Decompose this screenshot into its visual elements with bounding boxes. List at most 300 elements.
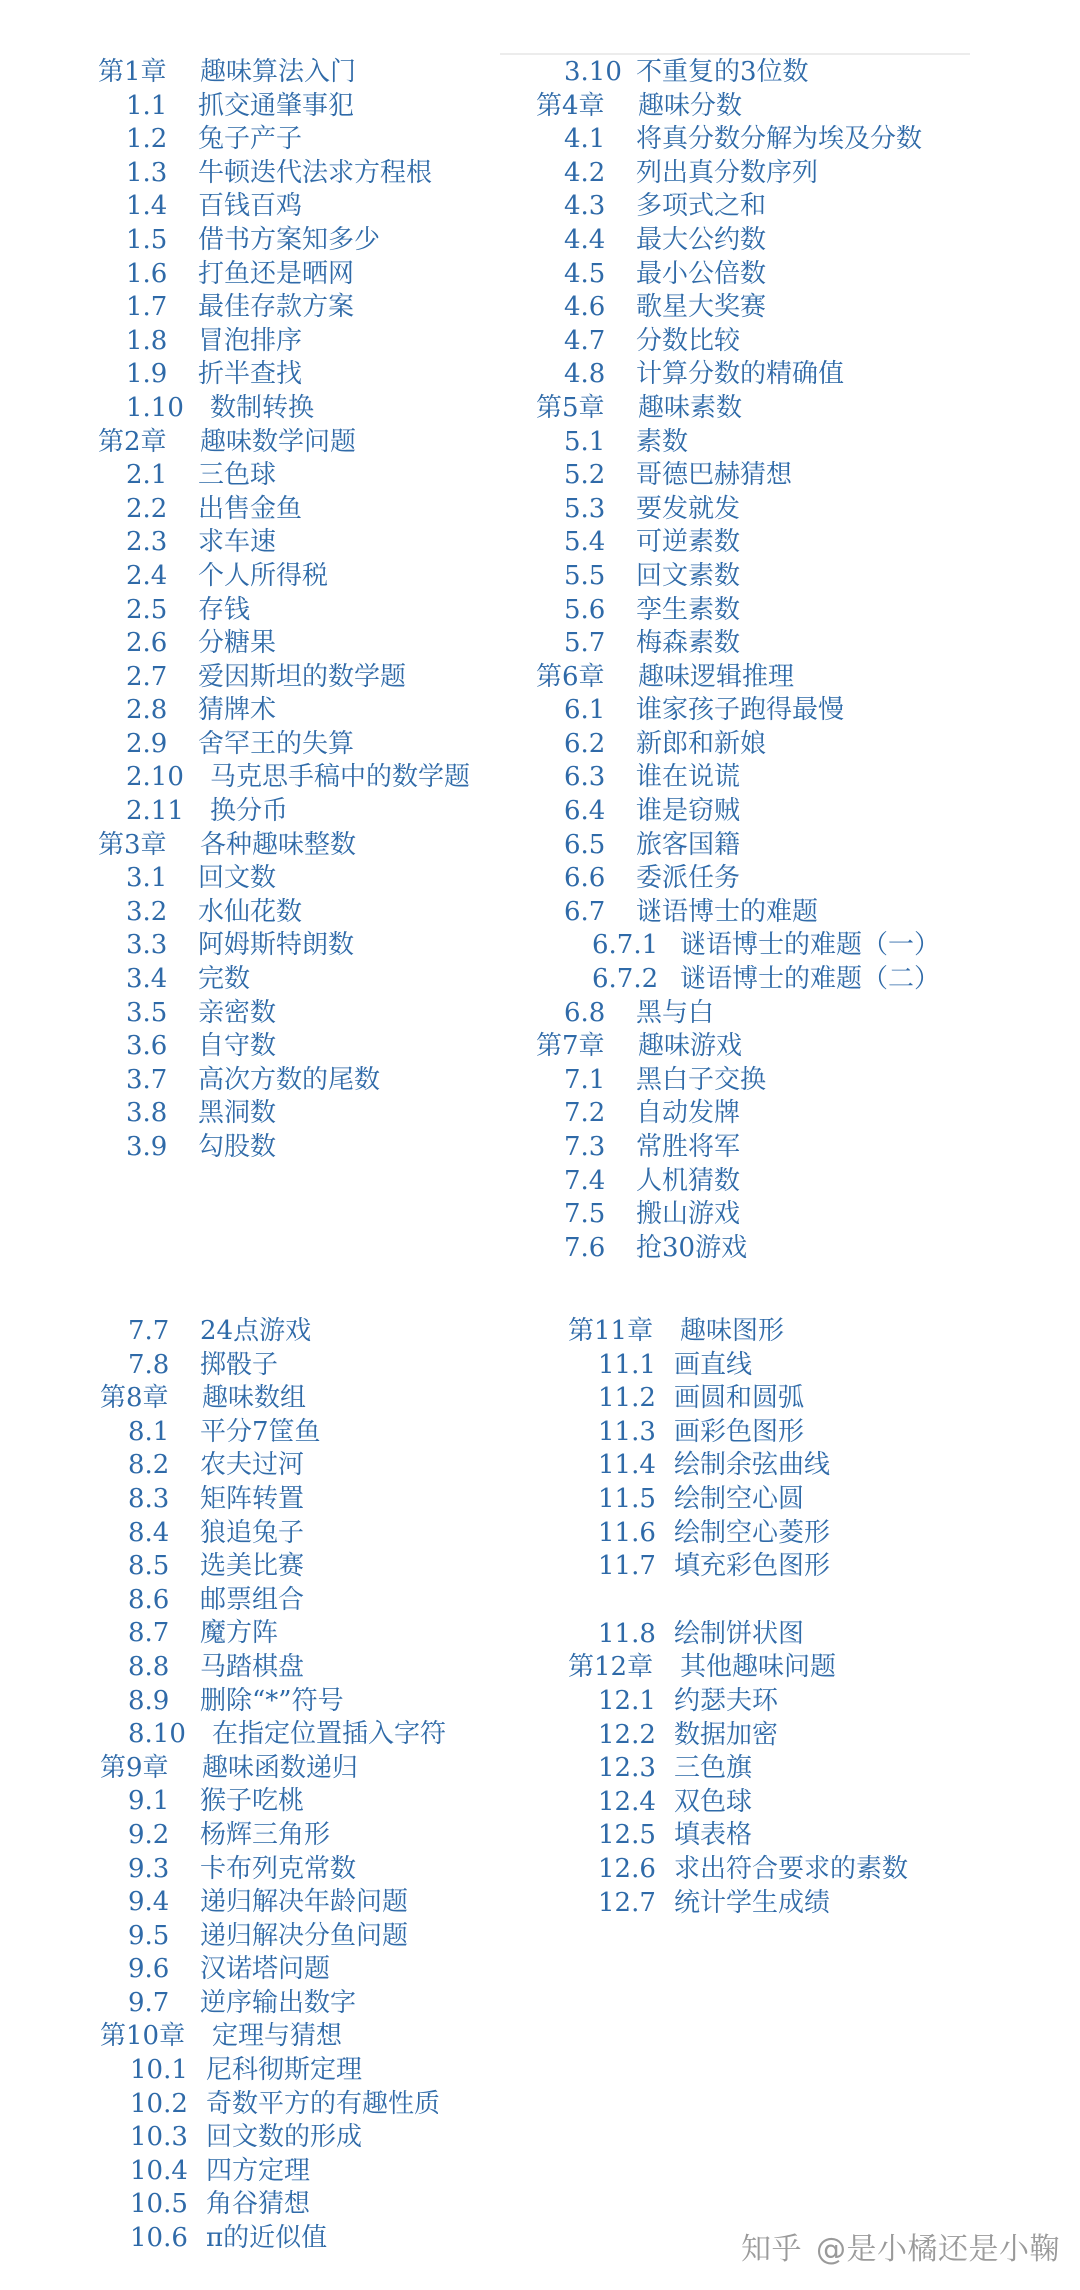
section-number: 12.1 [598, 1685, 656, 1716]
section-number: 8.6 [128, 1584, 170, 1615]
section-title: 舍罕王的失算 [198, 728, 355, 759]
toc-section-item [568, 1853, 1008, 1887]
section-number: 3.6 [126, 1031, 168, 1062]
toc-section-item [98, 929, 496, 963]
toc-chapter-heading [98, 56, 496, 90]
chapter-title: 趣味数组 [202, 1383, 307, 1414]
section-number: 2.9 [126, 728, 168, 759]
toc-section-item [568, 1382, 1008, 1416]
section-title: 角谷猜想 [206, 2189, 311, 2220]
section-number: 6.7 [564, 896, 606, 927]
toc-section-item [536, 459, 980, 493]
section-title: 不重复的3位数 [636, 57, 809, 87]
chapter-number: 第12章 [568, 1652, 654, 1683]
toc-section-item [568, 1719, 1008, 1753]
section-number: 8.1 [128, 1416, 170, 1447]
toc-section-item [536, 1064, 980, 1098]
section-number: 2.11 [126, 796, 184, 827]
section-number: 2.4 [126, 560, 168, 591]
section-title: 新郎和新娘 [636, 728, 767, 759]
section-number: 6.1 [564, 695, 606, 726]
section-number: 12.6 [598, 1853, 656, 1884]
section-title: 折半查找 [198, 359, 303, 390]
toc-section-item [536, 1097, 980, 1131]
toc-section-item [568, 1786, 1008, 1820]
toc-section-item [100, 2121, 520, 2155]
chapter-number: 第9章 [100, 1752, 169, 1783]
toc-section-item [536, 325, 980, 359]
section-title: 画彩色图形 [674, 1416, 805, 1447]
section-number: 9.7 [128, 1987, 170, 2018]
section-number: 6.4 [564, 796, 606, 827]
section-number: 7.4 [564, 1165, 606, 1196]
watermark-site: 知乎 [741, 2232, 802, 2267]
zhihu-watermark [741, 2224, 1060, 2268]
section-title: 选美比赛 [200, 1551, 305, 1582]
section-number: 8.4 [128, 1517, 170, 1548]
section-number: 1.9 [126, 359, 168, 390]
section-number: 11.5 [598, 1483, 656, 1514]
toc-section-item [568, 1416, 1008, 1450]
section-title: 自动发牌 [636, 1098, 741, 1129]
section-title: 黑与白 [636, 997, 715, 1028]
section-title: 三色球 [198, 460, 277, 491]
toc-section-item [536, 594, 980, 628]
toc-section-item [100, 1315, 520, 1349]
toc-section-item [100, 1449, 520, 1483]
section-title: 歌星大奖赛 [636, 292, 767, 323]
toc-section-item [98, 761, 496, 795]
toc-section-item [100, 1785, 520, 1819]
section-number: 9.5 [128, 1920, 170, 1951]
section-title: 绘制饼状图 [674, 1618, 805, 1649]
section-title: 回文数的形成 [206, 2122, 363, 2153]
section-number: 4.4 [564, 224, 606, 255]
toc-section-item [100, 1651, 520, 1685]
section-title: 24点游戏 [200, 1316, 312, 1346]
section-number: 4.6 [564, 292, 606, 323]
toc-section-item [98, 526, 496, 560]
section-title: 马踏棋盘 [200, 1651, 305, 1682]
chapter-title: 趣味逻辑推理 [638, 661, 795, 692]
toc-chapter-heading [100, 1382, 520, 1416]
section-number: 1.6 [126, 258, 168, 289]
section-title: 借书方案知多少 [198, 224, 381, 255]
toc-section-item [568, 1483, 1008, 1517]
section-title: 百钱百鸡 [198, 191, 303, 222]
section-number: 2.8 [126, 695, 168, 726]
toc-section-item [536, 358, 980, 392]
toc-chapter-heading [568, 1651, 1008, 1685]
section-title: 勾股数 [198, 1132, 277, 1162]
section-number: 1.3 [126, 157, 168, 188]
section-title: 回文数 [198, 863, 277, 894]
section-title: 统计学生成绩 [674, 1887, 831, 1918]
chapter-title: 趣味游戏 [638, 1031, 743, 1062]
toc-section-item [536, 1131, 980, 1165]
section-title: 抢30游戏 [636, 1232, 748, 1263]
section-title: 农夫过河 [200, 1450, 305, 1481]
section-title: 哥德巴赫猜想 [636, 460, 793, 491]
section-title: 猴子吃桃 [200, 1786, 305, 1817]
section-number: 9.4 [128, 1887, 170, 1918]
toc-chapter-heading [98, 829, 496, 863]
section-number: 9.2 [128, 1819, 170, 1850]
section-title: 卡布列克常数 [200, 1853, 357, 1884]
section-number: 1.5 [126, 224, 168, 255]
chapter-number: 第6章 [536, 661, 605, 692]
section-title: 谜语博士的难题 [636, 896, 819, 927]
section-number: 4.2 [564, 157, 606, 188]
toc-section-item [100, 2188, 520, 2222]
section-title: 约瑟夫环 [674, 1685, 779, 1716]
toc-section-item [98, 594, 496, 628]
toc-section-item [100, 2155, 520, 2189]
chapter-title: 趣味图形 [680, 1316, 785, 1346]
chapter-title: 定理与猜想 [212, 2021, 343, 2052]
toc-section-item [568, 1685, 1008, 1719]
section-title: π的近似值 [206, 2223, 328, 2254]
section-title: 常胜将军 [636, 1132, 741, 1162]
section-number: 8.10 [128, 1719, 186, 1750]
chapter-number: 第8章 [100, 1383, 169, 1414]
section-title: 黑白子交换 [636, 1064, 767, 1095]
section-number: 3.8 [126, 1098, 168, 1129]
section-title: 填充彩色图形 [674, 1551, 831, 1582]
section-number: 5.3 [564, 493, 606, 524]
section-title: 谁是窃贼 [636, 796, 741, 827]
toc-section-item [536, 627, 980, 661]
section-number: 2.10 [126, 762, 184, 793]
section-number: 2.7 [126, 661, 168, 692]
section-number: 10.5 [130, 2189, 188, 2220]
toc-section-item [536, 694, 980, 728]
section-number: 3.1 [126, 863, 168, 894]
toc-section-item [98, 627, 496, 661]
toc-column-3 [100, 1315, 520, 2256]
section-title: 矩阵转置 [200, 1483, 305, 1514]
toc-section-item [536, 929, 980, 963]
toc-section-item [98, 358, 496, 392]
toc-section-item [536, 997, 980, 1031]
toc-section-item [100, 1819, 520, 1853]
toc-section-item [98, 661, 496, 695]
toc-section-item [98, 1030, 496, 1064]
section-title: 换分币 [210, 796, 289, 827]
chapter-title: 趣味分数 [638, 90, 743, 121]
toc-section-item [536, 493, 980, 527]
section-title: 猜牌术 [198, 695, 277, 726]
section-number: 1.1 [126, 90, 168, 121]
section-number: 6.6 [564, 863, 606, 894]
section-title: 谁家孩子跑得最慢 [636, 695, 845, 726]
toc-section-item [100, 1920, 520, 1954]
section-number: 7.8 [128, 1349, 170, 1380]
section-number: 6.8 [564, 997, 606, 1028]
section-number: 9.6 [128, 1954, 170, 1985]
toc-section-item [568, 1550, 1008, 1584]
section-title: 委派任务 [636, 863, 741, 894]
chapter-number: 第10章 [100, 2021, 186, 2052]
section-title: 冒泡排序 [198, 325, 303, 356]
section-title: 计算分数的精确值 [636, 359, 845, 390]
toc-chapter-heading [536, 90, 980, 124]
section-number: 10.3 [130, 2122, 188, 2153]
section-title: 素数 [636, 426, 689, 457]
toc-section-item [100, 1483, 520, 1517]
section-number: 2.6 [126, 628, 168, 659]
toc-section-item [536, 560, 980, 594]
watermark-author: @是小橘还是小鞠 [816, 2232, 1060, 2267]
toc-section-item [100, 1685, 520, 1719]
chapter-title: 趣味函数递归 [202, 1752, 359, 1783]
toc-section-item [100, 2054, 520, 2088]
section-title: 自守数 [198, 1031, 277, 1062]
section-number: 7.6 [564, 1232, 606, 1263]
toc-column-2 [536, 56, 980, 1265]
section-number: 11.2 [598, 1383, 656, 1414]
toc-section-item [100, 1886, 520, 1920]
section-title: 最佳存款方案 [198, 292, 355, 323]
section-title: 出售金鱼 [198, 493, 303, 524]
chapter-number: 第2章 [98, 426, 167, 457]
section-title: 数制转换 [210, 392, 315, 423]
toc-section-item [536, 426, 980, 460]
toc-section-item [536, 896, 980, 930]
toc-chapter-heading [536, 392, 980, 426]
toc-chapter-heading [100, 1752, 520, 1786]
section-title: 画圆和圆弧 [674, 1383, 805, 1414]
section-number: 8.5 [128, 1551, 170, 1582]
toc-section-item [100, 1349, 520, 1383]
toc-section-item [98, 997, 496, 1031]
toc-section-item [100, 1517, 520, 1551]
toc-section-item [536, 829, 980, 863]
toc-section-item [98, 224, 496, 258]
section-number: 3.4 [126, 964, 168, 995]
section-title: 亲密数 [198, 997, 277, 1028]
chapter-title: 各种趣味整数 [200, 829, 357, 860]
section-title: 杨辉三角形 [200, 1819, 331, 1850]
section-number: 3.10 [564, 57, 622, 87]
section-number: 8.9 [128, 1685, 170, 1716]
section-title: 搬山游戏 [636, 1199, 741, 1230]
section-number: 7.3 [564, 1132, 606, 1162]
section-number: 12.4 [598, 1786, 656, 1817]
section-title: 打鱼还是晒网 [198, 258, 355, 289]
section-number: 2.3 [126, 527, 168, 558]
section-number: 6.7.2 [592, 964, 659, 995]
section-title: 人机猜数 [636, 1165, 741, 1196]
toc-section-item [100, 1853, 520, 1887]
toc-section-item [100, 2222, 520, 2256]
section-title: 汉诺塔问题 [200, 1954, 331, 1985]
section-title: 水仙花数 [198, 896, 303, 927]
section-title: 填表格 [674, 1820, 753, 1851]
toc-section-item [536, 862, 980, 896]
section-title: 绘制空心圆 [674, 1483, 805, 1514]
section-title: 三色旗 [674, 1753, 753, 1784]
section-title: 递归解决分鱼问题 [200, 1920, 409, 1951]
toc-section-item [536, 56, 980, 90]
section-title: 画直线 [674, 1349, 753, 1380]
section-number: 7.5 [564, 1199, 606, 1230]
toc-section-item [568, 1887, 1008, 1921]
chapter-number: 第3章 [98, 829, 167, 860]
toc-section-item [536, 761, 980, 795]
section-title: 将真分数分解为埃及分数 [636, 124, 923, 155]
toc-section-item [98, 896, 496, 930]
section-number: 7.1 [564, 1064, 606, 1095]
section-number: 2.2 [126, 493, 168, 524]
toc-section-item [100, 1617, 520, 1651]
section-number: 10.6 [130, 2223, 188, 2254]
toc-section-item [98, 493, 496, 527]
section-title: 旅客国籍 [636, 829, 741, 860]
toc-section-item [536, 291, 980, 325]
section-title: 可逆素数 [636, 527, 741, 558]
section-number: 3.7 [126, 1064, 168, 1095]
toc-section-item [536, 1232, 980, 1266]
toc-section-item [536, 224, 980, 258]
section-title: 邮票组合 [200, 1584, 305, 1615]
section-number: 8.2 [128, 1450, 170, 1481]
toc-section-item [536, 190, 980, 224]
chapter-title: 趣味素数 [638, 392, 743, 423]
section-title: 绘制余弦曲线 [674, 1450, 831, 1481]
toc-section-item [536, 795, 980, 829]
toc-section-item [98, 325, 496, 359]
toc-section-item [536, 1165, 980, 1199]
chapter-title: 趣味算法入门 [200, 57, 357, 87]
toc-section-item [536, 123, 980, 157]
section-number: 9.1 [128, 1786, 170, 1817]
section-title: 抓交通肇事犯 [198, 90, 355, 121]
section-title: 爱因斯坦的数学题 [198, 661, 407, 692]
section-title: 梅森素数 [636, 628, 741, 659]
toc-section-item [568, 1449, 1008, 1483]
section-title: 在指定位置插入字符 [212, 1719, 447, 1750]
section-title: 求出符合要求的素数 [674, 1853, 909, 1884]
toc-section-item [568, 1618, 1008, 1652]
section-title: 狼追兔子 [200, 1517, 305, 1548]
toc-section-item [98, 694, 496, 728]
section-number: 10.2 [130, 2088, 188, 2119]
section-number: 6.5 [564, 829, 606, 860]
toc-section-item [536, 157, 980, 191]
section-title: 谜语博士的难题（一） [680, 930, 941, 961]
toc-section-item [100, 1718, 520, 1752]
section-title: 高次方数的尾数 [198, 1064, 381, 1095]
section-number: 8.8 [128, 1651, 170, 1682]
section-title: 平分7筐鱼 [200, 1416, 321, 1447]
section-number: 2.1 [126, 460, 168, 491]
section-title: 递归解决年龄问题 [200, 1887, 409, 1918]
section-title: 阿姆斯特朗数 [198, 930, 355, 961]
toc-section-item [98, 392, 496, 426]
toc-section-item [98, 258, 496, 292]
section-number: 12.7 [598, 1887, 656, 1918]
chapter-number: 第7章 [536, 1031, 605, 1062]
toc-section-item [536, 728, 980, 762]
section-title: 最大公约数 [636, 224, 767, 255]
section-number: 1.4 [126, 191, 168, 222]
section-number: 5.1 [564, 426, 606, 457]
section-title: 要发就发 [636, 493, 741, 524]
section-title: 魔方阵 [200, 1618, 279, 1649]
chapter-number: 第4章 [536, 90, 605, 121]
section-number: 10.4 [130, 2155, 188, 2186]
toc-section-item [100, 1416, 520, 1450]
section-number: 11.6 [598, 1517, 656, 1548]
section-number: 4.1 [564, 124, 606, 155]
section-number: 1.10 [126, 392, 184, 423]
toc-section-item [98, 291, 496, 325]
section-title: 黑洞数 [198, 1098, 277, 1129]
toc-section-item [100, 1584, 520, 1618]
section-title: 奇数平方的有趣性质 [206, 2088, 441, 2119]
section-title: 双色球 [674, 1786, 753, 1817]
toc-section-item [536, 1198, 980, 1232]
section-number: 11.1 [598, 1349, 656, 1380]
chapter-title: 其他趣味问题 [680, 1652, 837, 1683]
toc-section-item [98, 795, 496, 829]
section-title: 孪生素数 [636, 594, 741, 625]
section-number: 5.2 [564, 460, 606, 491]
toc-section-item [98, 728, 496, 762]
toc-chapter-heading [100, 2020, 520, 2054]
section-number: 1.2 [126, 124, 168, 155]
section-number: 12.3 [598, 1753, 656, 1784]
toc-section-item [100, 1550, 520, 1584]
toc-section-item [568, 1752, 1008, 1786]
toc-section-item [100, 2088, 520, 2122]
section-number: 10.1 [130, 2055, 188, 2086]
section-number: 3.2 [126, 896, 168, 927]
section-title: 谁在说谎 [636, 762, 741, 793]
toc-section-item [98, 123, 496, 157]
section-title: 分数比较 [636, 325, 741, 356]
section-number: 8.7 [128, 1618, 170, 1649]
toc-chapter-heading [536, 661, 980, 695]
section-title: 个人所得税 [198, 560, 329, 591]
section-number: 5.6 [564, 594, 606, 625]
section-title: 回文素数 [636, 560, 741, 591]
section-number: 4.8 [564, 359, 606, 390]
section-number: 5.5 [564, 560, 606, 591]
toc-chapter-heading [98, 426, 496, 460]
section-title: 谜语博士的难题（二） [680, 964, 941, 995]
section-number: 3.3 [126, 930, 168, 961]
section-number: 3.9 [126, 1132, 168, 1162]
section-number: 11.8 [598, 1618, 656, 1649]
toc-section-item [536, 963, 980, 997]
section-number: 12.5 [598, 1820, 656, 1851]
section-title: 存钱 [198, 594, 251, 625]
section-title: 马克思手稿中的数学题 [210, 762, 471, 793]
chapter-number: 第5章 [536, 392, 605, 423]
section-title: 数据加密 [674, 1719, 779, 1750]
toc-column-4 [568, 1315, 1008, 1920]
section-title: 最小公倍数 [636, 258, 767, 289]
section-title: 多项式之和 [636, 191, 767, 222]
section-number: 5.7 [564, 628, 606, 659]
section-number: 12.2 [598, 1719, 656, 1750]
chapter-number: 第1章 [98, 57, 167, 87]
toc-section-item [100, 1953, 520, 1987]
section-number: 6.7.1 [592, 930, 659, 961]
section-number: 4.7 [564, 325, 606, 356]
